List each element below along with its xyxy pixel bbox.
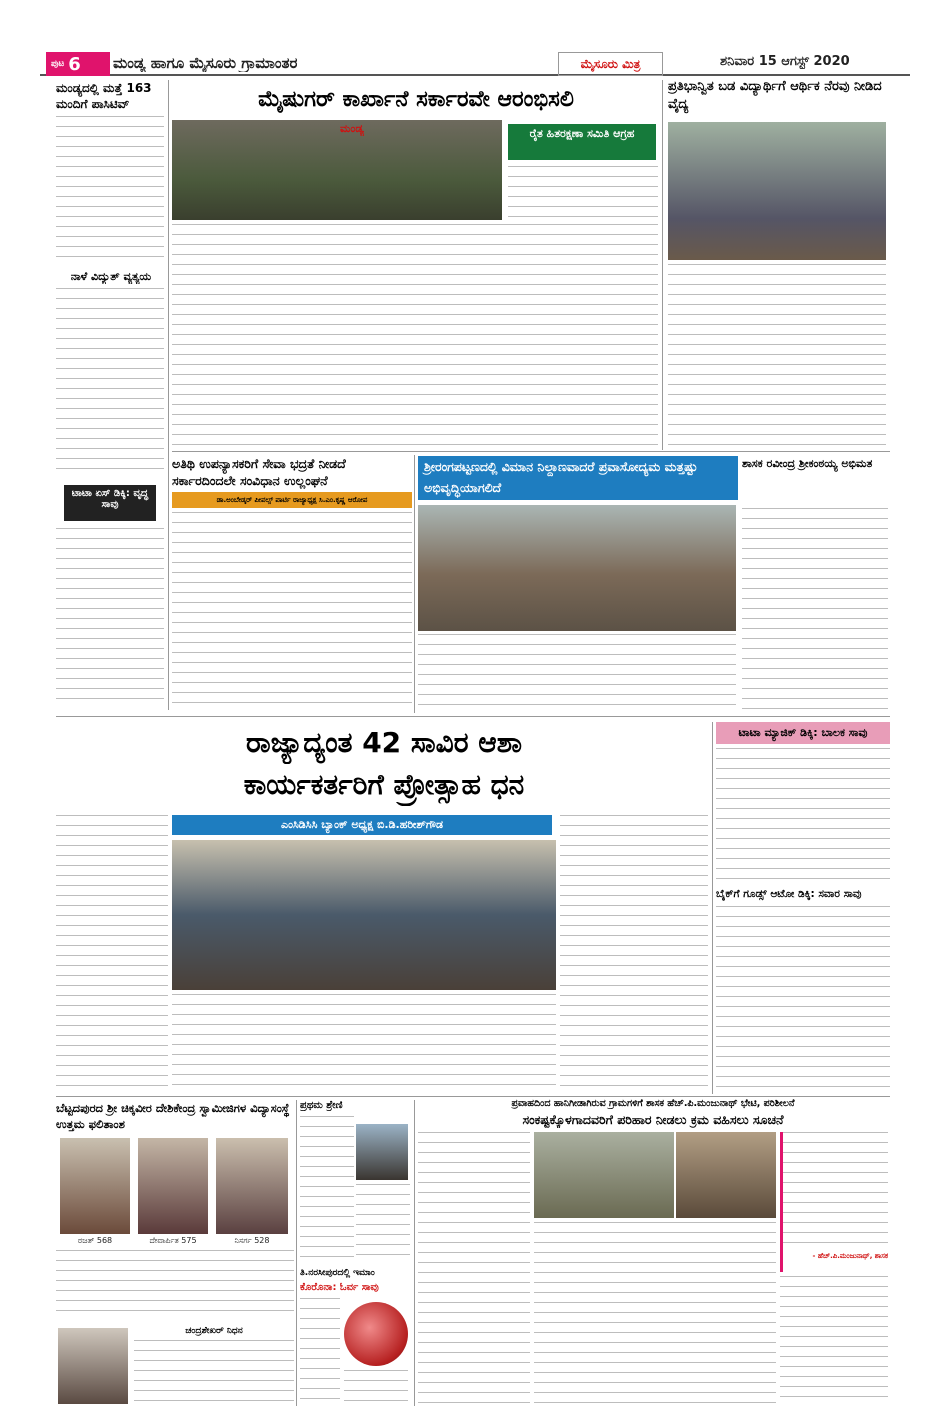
magic-headline: ಟಾಟಾ ಮ್ಯಾಜಿಕ್ ಡಿಕ್ಕಿ: ಬಾಲಕ ಸಾವು xyxy=(716,722,890,744)
asha-headline-1: ರಾಜ್ಯಾದ್ಯಂತ 42 ಸಾವಿರ ಆಶಾ xyxy=(246,726,522,759)
doctor-body xyxy=(668,264,886,448)
page-number: 6 xyxy=(68,53,81,75)
obit-headline: ಚಂದ್ರಶೇಖರ್ ನಿಧನ xyxy=(185,1326,243,1336)
sugar-photo xyxy=(172,120,502,220)
asha-body-right xyxy=(560,815,708,1093)
first-grade-body xyxy=(300,1116,354,1264)
obit-body xyxy=(134,1340,294,1404)
asha-body xyxy=(172,994,556,1092)
rain-quote xyxy=(780,1132,888,1272)
guest-headline: ಅತಿಥಿ ಉಪನ್ಯಾಸಕರಿಗೆ ಸೇವಾ ಭದ್ರತೆ ನೀಡದೆ ಸರ್ಕಾರದಿಂದಲೇ ಸಂವಿಧಾನ ಉಲ್ಲಂಘನೆ xyxy=(172,456,346,488)
airport-body-side xyxy=(742,508,888,710)
bike-headline: ಬೈಕ್‌ಗೆ ಗೂಡ್ಸ್ ಆಟೋ ಡಿಕ್ಕಿ: ಸವಾರ ಸಾವು xyxy=(716,888,862,900)
positive-body xyxy=(56,116,164,266)
quote-attribution: - ಹೆಚ್.ಪಿ.ಮಂಜುನಾಥ್, ಶಾಸಕ xyxy=(812,1252,888,1260)
rain-kicker: ಪ್ರವಾಹದಿಂದ ಹಾನಿಗೀಡಾಗಿರುವ ಗ್ರಾಮಗಳಿಗೆ ಶಾಸಕ ಹೆಚ್.ಪಿ.ಮಂಜುನಾಥ್ ಭೇಟಿ, ಪರಿಶೀಲನೆ xyxy=(511,1098,795,1109)
rain-body-3 xyxy=(780,1276,888,1404)
asha-body-left xyxy=(56,815,168,1093)
airport-side: ಶಾಸಕ ರವೀಂದ್ರ ಶ್ರೀಕಂಠಯ್ಯ ಅಭಿಮತ xyxy=(742,457,873,470)
tata-ace-headline: ಟಾಟಾ ಏಸ್ ಡಿಕ್ಕಿ: ವೃದ್ಧ ಸಾವು xyxy=(64,485,156,521)
rain-headline: ಸಂಕಷ್ಟಕ್ಕೊಳಗಾದವರಿಗೆ ಪರಿಹಾರ ನೀಡಲು ಕ್ರಮ ವಹಿಸಲು ಸೂಚನೆ xyxy=(522,1112,784,1127)
sugar-subhead: ರೈತ ಹಿತರಕ್ಷಣಾ ಸಮಿತಿ ಆಗ್ರಹ xyxy=(508,124,656,160)
school-body xyxy=(56,1250,294,1320)
corona-place: ತಿ.ನರಸೀಪುರದಲ್ಲಿ ಇಮಾಂ xyxy=(300,1268,375,1278)
sugar-headline: ಮೈಷುಗರ್ ಕಾರ್ಖಾನೆ ಸರ್ಕಾರವೇ ಆರಂಭಿಸಲಿ xyxy=(258,87,574,112)
divider xyxy=(56,716,890,717)
sugar-photo-label: ಮಂಡ್ಯ xyxy=(340,122,364,135)
doctor-photo xyxy=(668,122,886,260)
guest-subhead: ಡಾ.ಅಂಬೇಡ್ಕರ್ ಪೀಪಲ್ಸ್ ಪಾರ್ಟಿ ರಾಜ್ಯಾಧ್ಯಕ್ಷ ಸಿ.ಎಂ.ಕೃಷ್ಣ ಆರೋಪ xyxy=(172,492,412,508)
divider xyxy=(56,1096,890,1097)
rain-body-2 xyxy=(534,1222,776,1404)
section-title: ಮಂಡ್ಯ ಹಾಗೂ ಮೈಸೂರು ಗ್ರಾಮಾಂತರ xyxy=(113,54,298,72)
asha-subhead: ಎಂಸಿಡಿಸಿಸಿ ಬ್ಯಾಂಕ್ ಅಧ್ಯಕ್ಷ ಬಿ.ಡಿ.ಹರೀಶ್‌ಗೌಡ xyxy=(172,815,552,835)
rain-photo-2 xyxy=(676,1132,776,1218)
airport-photo xyxy=(418,505,736,631)
first-grade-photo xyxy=(356,1124,408,1180)
doctor-headline: ಪ್ರತಿಭಾನ್ವಿತ ಬಡ ವಿದ್ಯಾರ್ಥಿಗೆ ಆರ್ಥಿಕ ನೆರವು ನೀಡಿದ ವೈದ್ಯ xyxy=(668,79,882,112)
corona-body-2 xyxy=(344,1370,408,1404)
guest-body xyxy=(172,512,412,710)
asha-photo xyxy=(172,840,556,990)
corona-headline: ಕೊರೊನಾ: ಓರ್ವ ಸಾವು xyxy=(300,1282,379,1293)
student-caption-3: ನಿಸರ್ಗ 528 xyxy=(234,1236,270,1245)
virus-icon xyxy=(344,1302,408,1366)
divider xyxy=(414,1100,415,1406)
page-prefix: ಪುಟ xyxy=(51,59,65,69)
divider xyxy=(662,80,663,450)
page-number-badge xyxy=(46,52,110,76)
magic-body xyxy=(716,748,890,883)
power-headline: ನಾಳೆ ವಿದ್ಯುತ್ ವ್ಯತ್ಯಯ xyxy=(70,270,152,283)
power-body xyxy=(56,288,164,478)
corona-body xyxy=(300,1298,340,1404)
school-headline: ಬೆಟ್ಟದಪುರದ ಶ್ರೀ ಚಿಕ್ಕವೀರ ದೇಶಿಕೇಂದ್ರ ಸ್ವಾಮೀಜಿಗಳ ವಿದ್ಯಾಸಂಸ್ಥೆ ಉತ್ತಮ ಫಲಿತಾಂಶ xyxy=(56,1101,290,1131)
divider xyxy=(172,451,890,452)
sugar-body xyxy=(172,224,658,446)
divider xyxy=(296,1100,297,1406)
first-grade-headline: ಪ್ರಥಮ ಶ್ರೇಣಿ xyxy=(300,1100,343,1111)
bike-body xyxy=(716,906,890,1092)
tata-ace-body xyxy=(56,528,164,708)
sugar-body-top xyxy=(508,166,658,220)
first-grade-body-2 xyxy=(356,1184,410,1264)
asha-headline-2: ಕಾರ್ಯಕರ್ತರಿಗೆ ಪ್ರೋತ್ಸಾಹ ಧನ xyxy=(243,768,525,801)
rain-photo-1 xyxy=(534,1132,674,1218)
positive-headline: ಮಂಡ್ಯದಲ್ಲಿ ಮತ್ತೆ 163 ಮಂದಿಗೆ ಪಾಸಿಟಿವ್ xyxy=(56,81,152,111)
issue-date: ಶನಿವಾರ 15 ಆಗಸ್ಟ್ 2020 xyxy=(720,54,850,69)
divider xyxy=(168,80,169,710)
student-caption-2: ದೇವಾರ್ಪಿತ 575 xyxy=(149,1236,197,1245)
obit-photo xyxy=(58,1328,128,1404)
student-caption-1: ರಜತ್ 568 xyxy=(77,1236,113,1245)
student-photo-1 xyxy=(60,1138,130,1234)
airport-body xyxy=(418,634,736,710)
airport-headline: ಶ್ರೀರಂಗಪಟ್ಟಣದಲ್ಲಿ ವಿಮಾನ ನಿಲ್ದಾಣವಾದರೆ ಪ್ರವಾಸೋದ್ಯಮ ಮತ್ತಷ್ಟು ಅಭಿವೃದ್ಧಿಯಾಗಲಿದೆ xyxy=(418,456,738,500)
divider xyxy=(414,455,415,713)
student-photo-2 xyxy=(138,1138,208,1234)
rain-body-1 xyxy=(418,1132,530,1404)
student-photo-3 xyxy=(216,1138,288,1234)
divider xyxy=(712,722,713,1094)
masthead-logo: ಮೈಸೂರು ಮಿತ್ರ xyxy=(558,52,663,76)
